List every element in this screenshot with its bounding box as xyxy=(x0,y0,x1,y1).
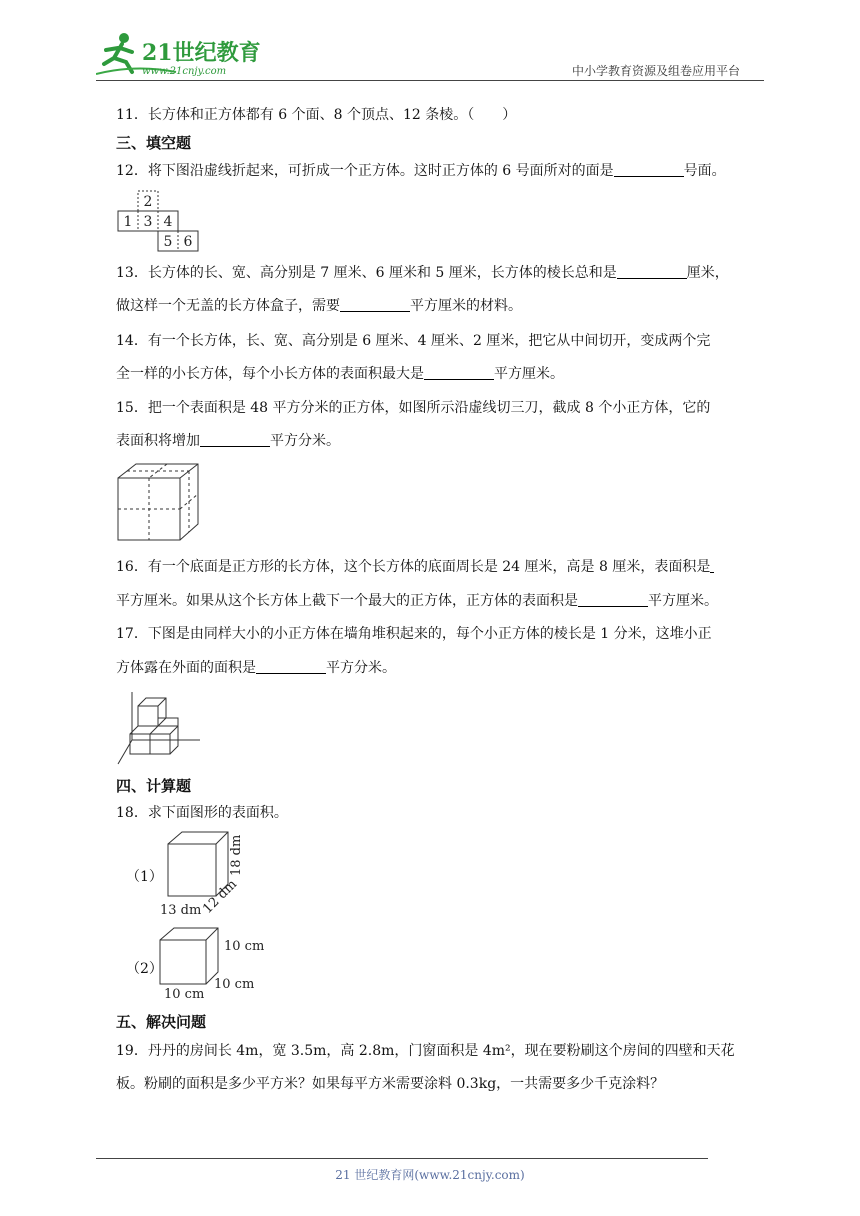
cube-figure-2 xyxy=(156,922,266,1002)
site-logo xyxy=(96,30,266,80)
fig2-width-label: 10 cm xyxy=(214,977,255,992)
question-17-line-2 xyxy=(116,658,396,678)
question-12 xyxy=(116,161,726,181)
question-19-line-1: 19．丹丹的房间长 4m，宽 3.5m，高 2.8m，门窗面积是 4m²，现在要粉刷这个房间的四壁和天花 xyxy=(116,1043,735,1059)
q13-unit: 厘米， xyxy=(686,265,729,281)
answer-blank[interactable] xyxy=(617,264,687,279)
answer-blank[interactable] xyxy=(614,162,684,177)
question-17-line-1: 17．下图是由同样大小的小正方体在墙角堆积起来的，每个小正方体的棱长是 1 分米，这堆小正 xyxy=(116,626,712,642)
q16-text-2: 平方厘米。如果从这个长方体上截下一个最大的正方体，正方体的表面积是 xyxy=(116,593,578,609)
answer-blank[interactable] xyxy=(424,365,494,380)
q17-text-2: 方体露在外面的面积是 xyxy=(116,660,256,676)
platform-title: 中小学教育资源及组卷应用平台 xyxy=(572,64,741,78)
answer-blank[interactable] xyxy=(340,297,410,312)
question-15-line-1: 15．把一个表面积是 48 平方分米的正方体，如图所示沿虚线切三刀，截成 8 个小正方体，它的 xyxy=(116,400,711,416)
fig1-width-label: 12 dm xyxy=(200,876,241,917)
q17-unit: 平方分米。 xyxy=(326,660,396,676)
section-heading-problem-solving: 五、解决问题 xyxy=(116,1013,207,1031)
footer-text: 21 世纪教育网(www.21cnjy.com) xyxy=(335,1168,525,1182)
cuboid-figure-1 xyxy=(156,830,256,920)
net-face-3: 3 xyxy=(143,214,153,230)
question-18: 18．求下面图形的表面积。 xyxy=(116,805,288,821)
question-16-line-2 xyxy=(116,591,718,611)
net-face-4: 4 xyxy=(163,214,173,230)
logo-url: www.21cnjy.com xyxy=(142,66,227,77)
question-15-line-2 xyxy=(116,431,340,451)
q14-text-2: 全一样的小长方体，每个小长方体的表面积最大是 xyxy=(116,366,424,382)
answer-blank[interactable] xyxy=(200,432,270,447)
question-14-line-2 xyxy=(116,364,564,384)
net-face-1: 1 xyxy=(123,214,133,230)
question-11: 11．长方体和正方体都有 6 个面、8 个顶点、12 条棱。（ ） xyxy=(116,107,517,123)
q13-text-2: 做这样一个无盖的长方体盒子，需要 xyxy=(116,298,340,314)
cube-net-figure xyxy=(116,190,206,252)
footer-divider xyxy=(96,1158,708,1159)
stacked-cubes-figure xyxy=(116,690,206,766)
question-13-line-1 xyxy=(116,263,729,283)
cube-cut-figure xyxy=(116,462,202,542)
q14-unit: 平方厘米。 xyxy=(494,366,564,382)
q12-suffix: 号面。 xyxy=(683,163,726,179)
fig2-height-label: 10 cm xyxy=(224,939,265,954)
figure-2-label: （2） xyxy=(126,961,163,977)
header-divider xyxy=(96,80,764,81)
answer-blank[interactable] xyxy=(256,659,326,674)
net-face-2: 2 xyxy=(143,194,153,210)
fig2-length-label: 10 cm xyxy=(164,987,205,1002)
q16-text: 16．有一个底面是正方形的长方体，这个长方体的底面周长是 24 厘米，高是 8 厘米，表面积是 xyxy=(116,559,711,575)
answer-blank[interactable] xyxy=(710,558,714,573)
question-16-line-1 xyxy=(116,557,714,577)
q13-text: 13．长方体的长、宽、高分别是 7 厘米、6 厘米和 5 厘米，长方体的棱长总和是 xyxy=(116,265,617,281)
q15-text-2: 表面积将增加 xyxy=(116,433,200,449)
question-19-line-2: 板。粉刷的面积是多少平方米？如果每平方米需要涂料 0.3kg，一共需要多少千克涂料？ xyxy=(116,1076,665,1092)
net-face-6: 6 xyxy=(183,234,193,250)
figure-1-label: （1） xyxy=(126,869,163,885)
answer-blank[interactable] xyxy=(578,592,648,607)
question-14-line-1: 14．有一个长方体，长、宽、高分别是 6 厘米、4 厘米、2 厘米，把它从中间切开，变成两个完 xyxy=(116,333,711,349)
q15-unit: 平方分米。 xyxy=(270,433,340,449)
section-heading-fill-blank: 三、填空题 xyxy=(116,134,192,152)
q13-unit-2: 平方厘米的材料。 xyxy=(410,298,522,314)
section-heading-calculation: 四、计算题 xyxy=(116,777,192,795)
q16-unit: 平方厘米。 xyxy=(648,593,718,609)
net-face-5: 5 xyxy=(163,234,173,250)
q12-text: 12．将下图沿虚线折起来，可折成一个正方体。这时正方体的 6 号面所对的面是 xyxy=(116,163,614,179)
question-13-line-2 xyxy=(116,296,522,316)
fig1-length-label: 13 dm xyxy=(160,903,202,918)
fig1-height-label: 18 dm xyxy=(229,834,244,876)
logo-text: 21世纪教育 xyxy=(142,40,261,66)
